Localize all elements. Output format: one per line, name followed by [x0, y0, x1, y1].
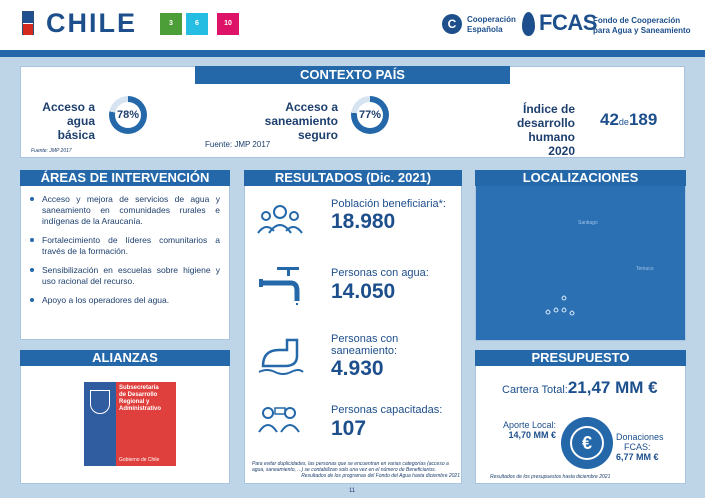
note-line-2: agua, saneamiento, ...) se contabilizan solo una vez en el número de Beneficiarios. — [252, 467, 436, 473]
sanitation-access-value: 77% — [357, 102, 383, 128]
areas-list — [30, 194, 220, 314]
localizaciones-header: LOCALIZACIONES — [475, 170, 686, 186]
euro-symbol: € — [570, 426, 604, 460]
areas-header: ÁREAS DE INTERVENCIÓN — [20, 170, 230, 186]
chile-crest-icon — [90, 390, 110, 414]
sanitation-access-label — [258, 100, 338, 142]
water-label-line-1: Acceso a — [42, 100, 95, 114]
contexto-header: CONTEXTO PAÍS — [195, 66, 510, 84]
water-label-line-3: básica — [57, 128, 95, 142]
budget-fcas — [616, 432, 664, 462]
location-map — [476, 186, 685, 340]
water-access-ring — [109, 96, 147, 134]
coop-line-1: Cooperación — [467, 15, 516, 24]
water-label-line-2: agua — [66, 114, 95, 128]
partner-name — [119, 385, 175, 413]
area-item: Acceso y mejora de servicios de agua y saneamiento en comunidades rurales e indígenas de la Araucanía. — [30, 194, 220, 227]
sanitation-pipe-icon — [257, 336, 305, 376]
poblacion-value: 18.980 — [331, 210, 396, 233]
budget-local — [494, 420, 556, 440]
ods-10-icon: 10 — [217, 13, 239, 35]
capacitadas-value: 107 — [331, 417, 367, 440]
ods-3-icon: 3 — [160, 13, 182, 35]
water-source-small: Fuente: JMP 2017 — [31, 148, 72, 154]
water-access-value: 78% — [115, 102, 141, 128]
area-item: Sensibilización en escuelas sobre higiene y uso racional del recurso. — [30, 265, 220, 287]
hdi-value — [600, 110, 657, 130]
flag-red-field — [23, 24, 33, 35]
budget-total-value: 21,47 MM € — [567, 378, 658, 397]
hdi-label-line-3: humano 2020 — [528, 130, 575, 158]
context-source: Fuente: JMP 2017 — [205, 140, 271, 149]
hdi-label — [505, 102, 575, 158]
budget-local-value: 14,70 MM € — [508, 430, 556, 440]
capacitadas-label: Personas capacitadas: — [331, 404, 443, 416]
hdi-rank: 42 — [600, 110, 619, 129]
budget-total — [502, 378, 658, 398]
budget-fcas-label-2: FCAS: — [624, 442, 651, 452]
chile-flag-icon — [22, 11, 34, 35]
map-label-santiago: Santiago — [578, 220, 598, 226]
partner-line-1: Subsecretaría — [119, 385, 159, 391]
saneamiento-label — [331, 333, 398, 357]
training-people-icon — [257, 404, 303, 434]
cooperacion-espanola-text — [467, 15, 516, 35]
agua-label: Personas con agua: — [331, 267, 429, 279]
hdi-de: de — [618, 117, 629, 127]
partner-line-3: Regional y — [119, 399, 150, 405]
cooperacion-espanola-logo: C — [442, 14, 462, 34]
hdi-label-line-2: desarrollo — [516, 116, 575, 130]
presupuesto-header: PRESUPUESTO — [475, 350, 686, 366]
page-number: 11 — [349, 488, 356, 494]
map-pins — [476, 186, 685, 340]
budget-note: Resultados de los presupuestos hasta diciembre 2021 — [490, 474, 611, 480]
sanitation-label-line-3: seguro — [297, 128, 338, 142]
budget-local-label: Aporte Local: — [502, 420, 556, 430]
water-tap-icon — [257, 265, 303, 305]
hdi-total: 189 — [628, 110, 658, 129]
resultados-note — [252, 461, 460, 479]
water-access-label — [40, 100, 95, 142]
sanitation-label-line-2: saneamiento — [264, 114, 338, 128]
coop-line-2: Española — [467, 25, 503, 34]
saneamiento-value: 4.930 — [331, 357, 384, 380]
saneamiento-label-line-1: Personas con — [331, 333, 399, 345]
country-title: CHILE — [46, 8, 137, 38]
fcas-logo-text: FCAS — [539, 10, 597, 35]
map-label-temuco: Temuco — [636, 266, 654, 272]
budget-fcas-label-1: Donaciones — [616, 432, 664, 442]
sanitation-label-line-1: Acceso a — [285, 100, 338, 114]
alianzas-header: ALIANZAS — [20, 350, 230, 366]
budget-fcas-value: 6,77 MM € — [616, 452, 659, 462]
fcas-line-2: para Agua y Saneamiento — [593, 26, 691, 35]
note-line-3: Resultados de los programas del Fondo del Agua hasta diciembre 2021 — [301, 473, 460, 479]
euro-coin-icon — [561, 417, 613, 469]
area-item: Apoyo a los operadores del agua. — [30, 295, 220, 306]
partner-line-2: de Desarrollo — [119, 392, 158, 398]
partner-foot: Gobierno de Chile — [119, 457, 160, 463]
ods-6-icon: 6 — [186, 13, 208, 35]
fcas-line-1: Fondo de Cooperación — [593, 16, 681, 25]
people-icon — [257, 203, 303, 235]
resultados-header: RESULTADOS (Dic. 2021) — [244, 170, 462, 186]
fcas-subtitle — [593, 16, 691, 36]
agua-value: 14.050 — [331, 280, 396, 303]
partner-line-4: Administrativo — [119, 406, 162, 412]
area-item: Fortalecimiento de líderes comunitarios a través de la formación. — [30, 235, 220, 257]
budget-total-label: Cartera Total: — [502, 384, 568, 396]
top-bar-divider — [0, 50, 705, 57]
poblacion-label: Población beneficiaria*: — [331, 198, 446, 210]
hdi-label-line-1: Índice de — [522, 102, 575, 116]
saneamiento-label-line-2: saneamiento: — [331, 345, 398, 357]
flag-blue-field — [23, 12, 33, 23]
sanitation-access-ring — [351, 96, 389, 134]
water-drop-icon — [522, 12, 535, 36]
note-line-1: Para evitar duplicidades, las personas que se encuentran en varias categorías (acceso a — [252, 461, 449, 467]
